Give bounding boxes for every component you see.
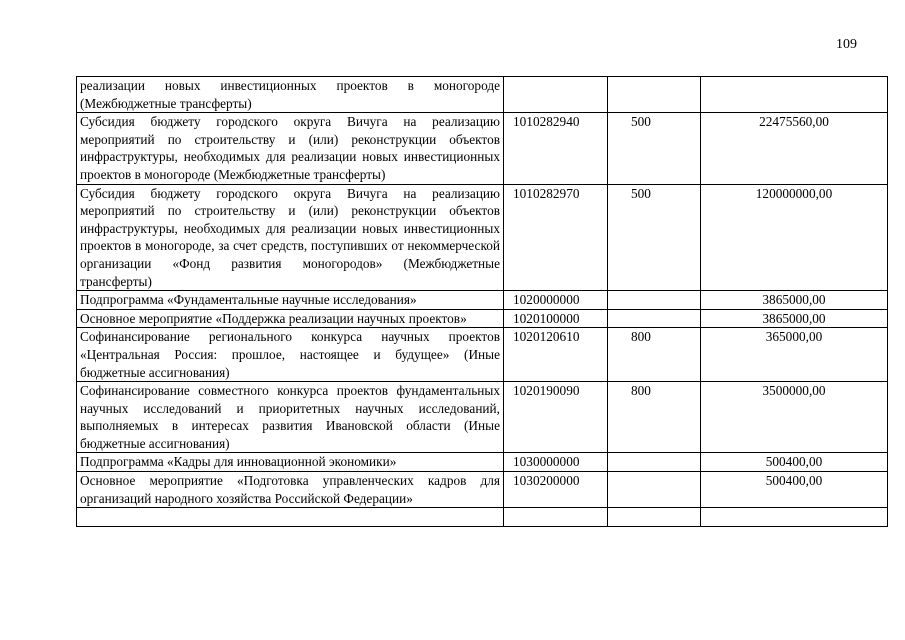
row-sum-cell: 500400,00 [701, 472, 888, 508]
row-name-cell: Софинансирование совместного конкурса проектов фундаментальных научных исследований и приоритетных научных исследований, выполняемых в интересах развития Ивановской области (Иные бюджетные ассигнования) [77, 382, 504, 453]
row-code-cell: 1010282970 [504, 184, 608, 291]
row-type-cell: 500 [608, 113, 701, 184]
row-code-cell: 1030000000 [504, 453, 608, 472]
row-sum-cell: 22475560,00 [701, 113, 888, 184]
row-code-cell: 1030200000 [504, 472, 608, 508]
row-type-cell: 500 [608, 184, 701, 291]
row-sum-cell [701, 77, 888, 113]
row-type-cell [608, 77, 701, 113]
row-name-cell: Субсидия бюджету городского округа Вичуга на реализацию мероприятий по строительству и (или) реконструкции объектов инфраструктуры, необходимых для реализации новых инвестиционных проектов в моногороде (Межбюджетные трансферты) [77, 113, 504, 184]
row-sum-cell: 120000000,00 [701, 184, 888, 291]
row-name-cell: Подпрограмма «Кадры для инновационной экономики» [77, 453, 504, 472]
row-code-cell: 1020190090 [504, 382, 608, 453]
row-code-cell [504, 77, 608, 113]
row-sum-cell: 3500000,00 [701, 382, 888, 453]
row-type-cell: 800 [608, 382, 701, 453]
empty-cell [701, 508, 888, 527]
row-name-cell: реализации новых инвестиционных проектов в моногороде (Межбюджетные трансферты) [77, 77, 504, 113]
empty-cell [77, 508, 504, 527]
table-row [77, 113, 888, 184]
page-number: 109 [836, 37, 857, 52]
table-row [77, 453, 888, 472]
row-type-cell [608, 453, 701, 472]
row-name-cell: Софинансирование регионального конкурса научных проектов «Центральная Россия: прошлое, настоящее и будущее» (Иные бюджетные ассигнования) [77, 328, 504, 382]
table-row [77, 328, 888, 382]
empty-cell [504, 508, 608, 527]
row-name-cell: Основное мероприятие «Подготовка управленческих кадров для организаций народного хозяйства Российской Федерации» [77, 472, 504, 508]
row-name-cell: Подпрограмма «Фундаментальные научные исследования» [77, 291, 504, 310]
table-row [77, 472, 888, 508]
table-row [77, 291, 888, 310]
row-sum-cell: 500400,00 [701, 453, 888, 472]
row-type-cell [608, 472, 701, 508]
row-sum-cell: 365000,00 [701, 328, 888, 382]
budget-table [76, 76, 888, 527]
row-type-cell [608, 291, 701, 310]
table-row [77, 184, 888, 291]
row-type-cell: 800 [608, 328, 701, 382]
table-row-empty [77, 508, 888, 527]
empty-cell [608, 508, 701, 527]
table-row [77, 382, 888, 453]
row-code-cell: 1020100000 [504, 309, 608, 328]
row-type-cell [608, 309, 701, 328]
row-code-cell: 1010282940 [504, 113, 608, 184]
row-code-cell: 1020120610 [504, 328, 608, 382]
row-name-cell: Субсидия бюджету городского округа Вичуга на реализацию мероприятий по строительству и (или) реконструкции объектов инфраструктуры, необходимых для реализации новых инвестиционных проектов в моногороде, за счет средств, поступивших от некоммерческой организации «Фонд развития моногородов» (Межбюджетные трансферты) [77, 184, 504, 291]
row-sum-cell: 3865000,00 [701, 291, 888, 310]
row-code-cell: 1020000000 [504, 291, 608, 310]
table-row [77, 77, 888, 113]
row-sum-cell: 3865000,00 [701, 309, 888, 328]
table-row [77, 309, 888, 328]
row-name-cell: Основное мероприятие «Поддержка реализации научных проектов» [77, 309, 504, 328]
